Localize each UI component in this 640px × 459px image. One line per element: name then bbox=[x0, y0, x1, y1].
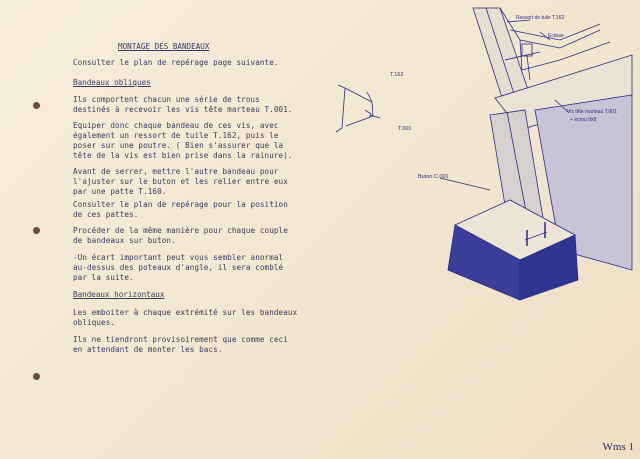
paragraph-line: Ils comportent chacun une série de trous bbox=[73, 95, 260, 104]
section-heading-horizontal: Bandeaux horizontaux bbox=[73, 290, 165, 299]
paragraph-line: -Un écart important peut vous sembler anormal bbox=[73, 253, 284, 262]
label-buton: Buton C.001 bbox=[418, 174, 449, 180]
paragraph-line: obliques. bbox=[73, 318, 116, 327]
paragraph-line: tête de la vis est bien prise dans la rainure). bbox=[73, 151, 293, 160]
paragraph-line: destinés à recevoir les vis tête marteau T.001. bbox=[73, 105, 293, 114]
label-eclisse: Eclisse bbox=[548, 33, 564, 39]
paragraph-line: de ces pattes. bbox=[73, 210, 139, 219]
paragraph-line: par une patte T.160. bbox=[73, 187, 167, 196]
paragraph-line: Equiper donc chaque bandeau de ces vis, avec bbox=[73, 121, 279, 130]
paragraph-line: Ils ne tiendront provisoirement que comme ceci bbox=[73, 335, 288, 344]
intro-text: Consulter le plan de repérage page suivante. bbox=[73, 58, 279, 67]
label-vis: Vis tête marteau T.001 bbox=[567, 109, 617, 115]
paragraph-line: par la suite. bbox=[73, 273, 134, 282]
paragraph-line: également un ressort de tuile T.162, puis le bbox=[73, 131, 279, 140]
paragraph-line: Procéder de la même manière pour chaque couple bbox=[73, 226, 288, 235]
label-t001: T.001 bbox=[398, 126, 412, 132]
paragraph-line: de bandeaux sur buton. bbox=[73, 236, 176, 245]
paragraph-line: l'ajuster sur le buton et les relier entre eux bbox=[73, 177, 288, 186]
paragraph-line: Consulter le plan de repérage pour la position bbox=[73, 200, 288, 209]
section-heading-oblique: Bandeaux obliques bbox=[73, 78, 151, 87]
detail-bracket bbox=[336, 85, 345, 132]
page-footer: Wms 1 bbox=[602, 441, 634, 453]
label-ecrou: + écrou 8x8 bbox=[570, 117, 597, 123]
label-t162: T.162 bbox=[390, 72, 404, 78]
paragraph-line: poser sur une poutre. ( Bien s'assurer que la bbox=[73, 141, 284, 150]
paragraph-line: Avant de serrer, mettre l'autre bandeau pour bbox=[73, 167, 279, 176]
paragraph-line: Les emboiter à chaque extrémité sur les bandeaux bbox=[73, 308, 298, 317]
document-title: MONTAGE DES BANDEAUX bbox=[118, 42, 210, 51]
label-ressort: Ressort de tuile T.162 bbox=[516, 15, 565, 21]
paragraph-line: en attendant de monter les bacs. bbox=[73, 345, 223, 354]
paragraph-line: au-dessus des poteaux d'angle, il sera comblé bbox=[73, 263, 284, 272]
